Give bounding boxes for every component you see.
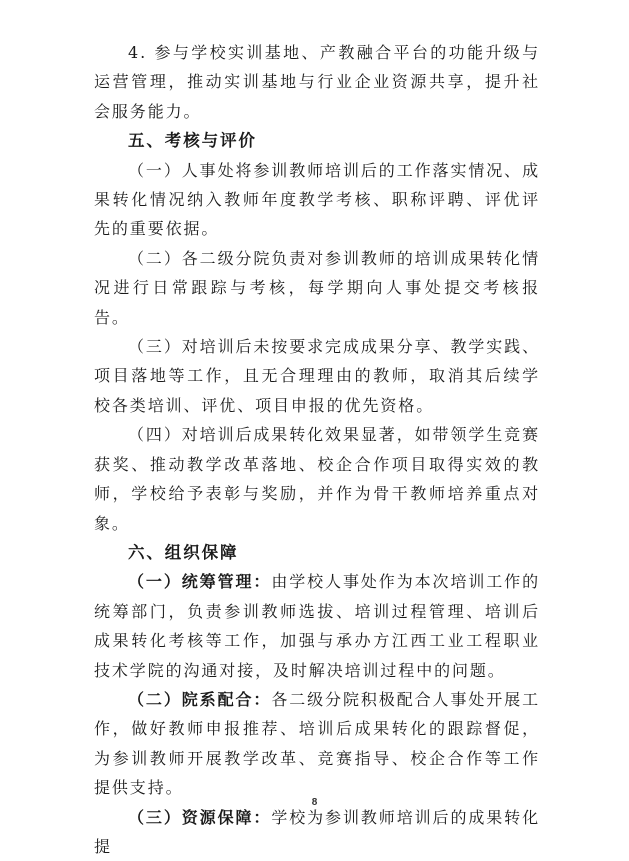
paragraph-text: 4. 参与学校实训基地、产教融合平台的功能升级与运营管理，推动实训基地与行业企业资源共享，提升社会服务能力。 xyxy=(94,43,540,121)
paragraph-text: （一）人事处将参训教师培训后的工作落实情况、成果转化情况纳入教师年度教学考核、职称评聘、评优评先的重要依据。 xyxy=(94,160,540,239)
paragraph-lead: （二）院系配合： xyxy=(128,689,272,709)
paragraph-text: （二）各二级分院负责对参训教师的培训成果转化情况进行日常跟踪与考核，每学期向人事处提交考核报告。 xyxy=(94,248,540,327)
paragraph-item-4 xyxy=(94,38,540,126)
document-body xyxy=(94,38,540,861)
section-heading-assessment xyxy=(94,126,540,155)
paragraph-text: 由学校人事处作为本次培训工作的统筹部门，负责参训教师选拔、培训过程管理、培训后成果转化考核等工作，加强与承办方江西工业工程职业技术学院的沟通对接，及时解决培训过程中的问题。 xyxy=(94,572,540,680)
paragraph-text: 学校为参训教师培训后的成果转化提 xyxy=(94,807,540,856)
heading-text: 五、考核与评价 xyxy=(128,131,257,151)
section-heading-organization xyxy=(94,538,540,567)
paragraph-lead: （一）统筹管理： xyxy=(128,572,272,592)
paragraph-organization-1 xyxy=(94,567,540,685)
paragraph-text: （三）对培训后未按要求完成成果分享、教学实践、项目落地等工作，且无合理理由的教师，取消其后续学校各类培训、评优、项目申报的优先资格。 xyxy=(94,337,540,415)
paragraph-organization-2 xyxy=(94,685,540,803)
paragraph-text: （四）对培训后成果转化效果显著，如带领学生竞赛获奖、推动教学改革落地、校企合作项目取得实效的教师，学校给予表彰与奖励，并作为骨干教师培养重点对象。 xyxy=(94,425,540,533)
paragraph-assessment-1 xyxy=(94,156,540,244)
page-number: 8 xyxy=(311,797,318,808)
paragraph-assessment-4 xyxy=(94,420,540,538)
paragraph-lead: （三）资源保障： xyxy=(128,807,272,827)
heading-text: 六、组织保障 xyxy=(128,542,239,562)
paragraph-assessment-3 xyxy=(94,332,540,420)
paragraph-assessment-2 xyxy=(94,244,540,332)
paragraph-text: 各二级分院积极配合人事处开展工作，做好教师申报推荐、培训后成果转化的跟踪督促，为参训教师开展教学改革、竞赛指导、校企合作等工作提供支持。 xyxy=(94,689,540,798)
paragraph-organization-3 xyxy=(94,803,540,861)
